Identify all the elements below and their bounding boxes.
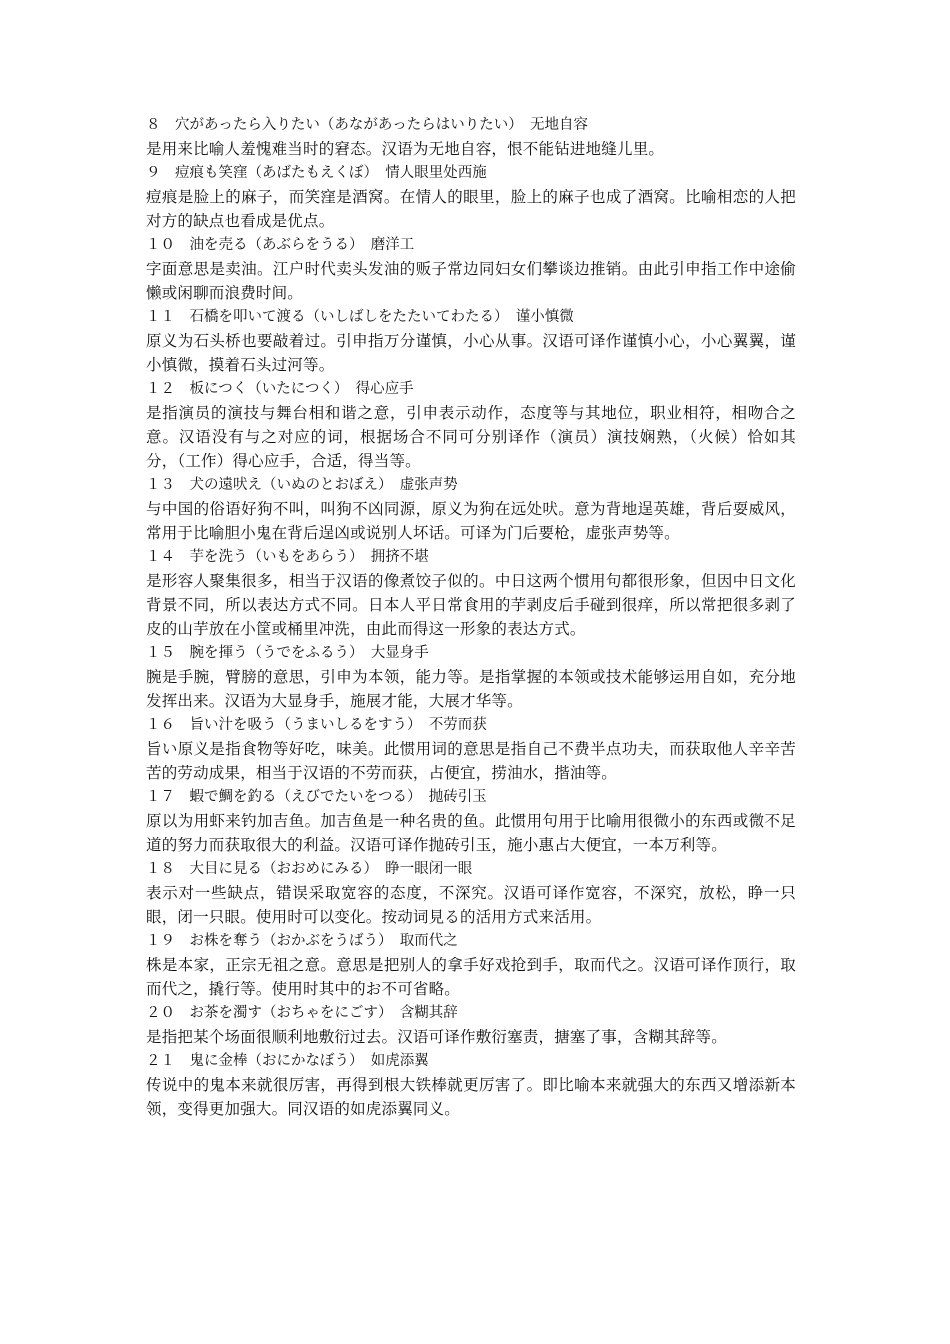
entry-body: 旨い原义是指食物等好吃，味美。此惯用词的意思是指自己不费半点功夫，而获取他人辛辛苦苦的劳动成果，相当于汉语的不劳而获，占便宜，捞油水，揩油等。 [146, 740, 796, 782]
entry-body: 字面意思是卖油。江户时代卖头发油的贩子常边同妇女们攀谈边推销。由此引申指工作中途偷懒或闲聊而浪费时间。 [146, 260, 796, 302]
entry-body: 表示对一些缺点，错误采取宽容的态度，不深究。汉语可译作宽容，不深究，放松，睁一只眼，闭一只眼。使用时可以变化。按动词見る的活用方式来活用。 [146, 884, 796, 926]
entry-body: 是形容人聚集很多，相当于汉语的像煮饺子似的。中日这两个惯用句都很形象，但因中日文化背景不同，所以表达方式不同。日本人平日常食用的芋剥皮后手碰到很痒，所以常把很多剥了皮的山芋放在小筐或桶里冲洗，由此而得这一形象的表达方式。 [146, 572, 796, 638]
entry-16 [146, 713, 796, 785]
entry-12 [146, 377, 796, 473]
entry-heading: ９ 痘痕も笑窪（あばたもえくぼ） 情人眼里处西施 [146, 165, 487, 181]
entry-body: 与中国的俗语好狗不叫，叫狗不凶同源，原义为狗在远处吠。意为背地逞英雄，背后耍威风，常用于比喻胆小鬼在背后逞凶或说别人坏话。可译为门后要枪，虚张声势等。 [146, 500, 796, 542]
entry-11 [146, 305, 796, 377]
entry-heading: １７ 蝦で鯛を釣る（えびでたいをつる） 抛砖引玉 [146, 789, 487, 805]
entry-body: 株是本家，正宗无祖之意。意思是把别人的拿手好戏抢到手，取而代之。汉语可译作顶行，取而代之，撬行等。使用时其中的お不可省略。 [146, 956, 796, 998]
entry-body: 痘痕是脸上的麻子，而笑窪是酒窝。在情人的眼里，脸上的麻子也成了酒窝。比喻相恋的人把对方的缺点也看成是优点。 [146, 188, 796, 230]
entry-body: 传说中的鬼本来就很厉害，再得到根大铁棒就更厉害了。即比喻本来就强大的东西又增添新本领，变得更加强大。同汉语的如虎添翼同义。 [146, 1076, 796, 1118]
entry-body: 是指演员的演技与舞台相和谐之意，引申表示动作，态度等与其地位，职业相符，相吻合之意。汉语没有与之对应的词，根据场合不同可分别译作（演员）演技娴熟，（火候）恰如其分，（工作）得心应手，合适，得当等。 [146, 404, 796, 470]
entry-17 [146, 785, 796, 857]
entry-9 [146, 161, 796, 233]
entry-body: 是用来比喻人羞愧难当时的窘态。汉语为无地自容，恨不能钻进地缝儿里。 [146, 140, 665, 158]
entry-heading: １３ 犬の遠吠え（いぬのとおぼえ） 虚张声势 [146, 477, 458, 493]
entry-heading: １０ 油を売る（あぶらをうる） 磨洋工 [146, 237, 415, 253]
entry-20 [146, 1001, 796, 1049]
entry-heading: １２ 板につく（いたにつく） 得心应手 [146, 381, 414, 397]
entry-heading: ２０ お茶を濁す（おちゃをにごす） 含糊其辞 [146, 1005, 458, 1021]
entry-heading: １５ 腕を揮う（うでをふるう） 大显身手 [146, 645, 429, 661]
entry-body: 是指把某个场面很顺利地敷衍过去。汉语可译作敷衍塞责，搪塞了事，含糊其辞等。 [146, 1028, 727, 1046]
entry-heading: １４ 芋を洗う（いもをあらう） 拥挤不堪 [146, 549, 429, 565]
entry-heading: １９ お株を奪う（おかぶをうばう） 取而代之 [146, 933, 458, 949]
entry-heading: １８ 大目に見る（おおめにみる） 睁一眼闭一眼 [146, 861, 473, 877]
entry-14 [146, 545, 796, 641]
entry-13 [146, 473, 796, 545]
entry-15 [146, 641, 796, 713]
entry-18 [146, 857, 796, 929]
entry-19 [146, 929, 796, 1001]
document-page [146, 113, 796, 1121]
entry-heading: １６ 旨い汁を吸う（うまいしるをすう） 不劳而获 [146, 717, 487, 733]
entry-body: 腕是手腕，臂膀的意思，引申为本领，能力等。是指掌握的本领或技术能够运用自如，充分地发挥出来。汉语为大显身手，施展才能，大展才华等。 [146, 668, 796, 710]
entry-21 [146, 1049, 796, 1121]
entry-body: 原以为用虾来钓加吉鱼。加吉鱼是一种名贵的鱼。此惯用句用于比喻用很微小的东西或微不足道的努力而获取很大的利益。汉语可译作抛砖引玉，施小惠占大便宜，一本万利等。 [146, 812, 796, 854]
entry-heading: １１ 石橋を叩いて渡る（いしばしをたたいてわたる） 谨小慎微 [146, 309, 574, 325]
entry-body: 原义为石头桥也要敲着过。引申指万分谨慎，小心从事。汉语可译作谨慎小心，小心翼翼，谨小慎微，摸着石头过河等。 [146, 332, 796, 374]
entry-10 [146, 233, 796, 305]
entry-heading: ２１ 鬼に金棒（おにかなぼう） 如虎添翼 [146, 1053, 429, 1069]
entry-8 [146, 113, 796, 161]
entry-heading: ８ 穴があったら入りたい（あながあったらはいりたい） 无地自容 [146, 117, 588, 133]
